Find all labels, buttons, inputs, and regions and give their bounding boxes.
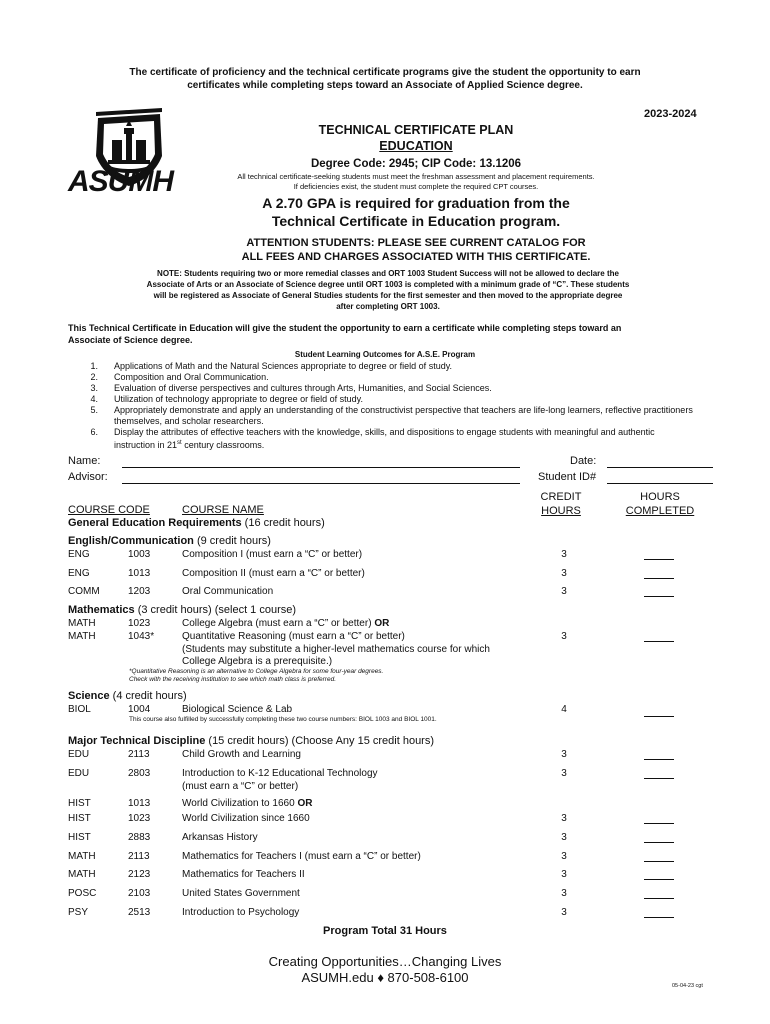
gpa-requirement-1: A 2.70 GPA is required for graduation from the xyxy=(262,195,570,211)
intro-line-2: certificates while completing steps toward an Associate of Applied Science degree. xyxy=(187,80,583,91)
table-row: PSY 2513 Introduction to Psychology 3 xyxy=(68,906,708,920)
revision-code: 05-04-23 cgt xyxy=(672,983,703,989)
plan-program: EDUCATION xyxy=(379,139,453,153)
outcome-item: 5. Appropriately demonstrate and apply an understanding of the constructivist perspective that teachers are life-long learners, reflective practitioners themselves, and scholar researchers. xyxy=(90,405,693,426)
gen-ed-heading: General Education Requirements (16 credit hours) xyxy=(68,517,325,529)
hours-completed-blank[interactable] xyxy=(644,850,674,862)
outcome-item: 4. Utilization of technology appropriate to degree or field of study. xyxy=(90,394,363,404)
asumh-logo xyxy=(68,104,190,200)
science-heading: Science (4 credit hours) xyxy=(68,690,187,702)
table-row: MATH 1023 College Algebra (must earn a “C” or better) OR xyxy=(68,618,390,629)
outcomes-list xyxy=(84,361,694,451)
major-heading: Major Technical Discipline (15 credit hours) (Choose Any 15 credit hours) xyxy=(68,735,435,747)
table-row: POSC 2103 United States Government 3 xyxy=(68,887,708,901)
outcomes-title: Student Learning Outcomes for A.S.E. Program xyxy=(294,350,476,359)
table-row: ENG 1003 Composition I (must earn a “C” or better) 3 xyxy=(68,548,708,562)
cert-desc-line-2: Associate of Science degree. xyxy=(68,335,193,345)
hours-completed-blank[interactable] xyxy=(644,705,674,717)
hours-completed-blank[interactable] xyxy=(644,548,674,560)
course-name-header: COURSE NAME xyxy=(182,504,264,516)
credit-hours-header: CREDIT HOURS xyxy=(540,491,582,517)
remedial-note xyxy=(68,268,708,312)
plan-header xyxy=(200,122,632,264)
table-row: MATH 2123 Mathematics for Teachers II 3 xyxy=(68,868,708,882)
assessment-requirement-2: If deficiencies exist, the student must complete the required CPT courses. xyxy=(293,182,539,191)
plan-title: TECHNICAL CERTIFICATE PLAN xyxy=(318,123,514,137)
hours-completed-blank[interactable] xyxy=(644,868,674,880)
date-label: Date: xyxy=(570,455,597,467)
table-row: EDU 2113 Child Growth and Learning 3 xyxy=(68,748,708,762)
footer-slogan: Creating Opportunities…Changing Lives xyxy=(268,954,502,969)
math-substitution-note: (Students may substitute a higher-level mathematics course for which xyxy=(182,644,490,655)
advisor-label: Advisor: xyxy=(68,471,108,483)
table-row: HIST 2883 Arkansas History 3 xyxy=(68,831,708,845)
program-total: Program Total 31 Hours xyxy=(323,925,447,937)
outcome-item: 6. Display the attributes of effective teachers with the knowledge, skills, and dispositions to engage students with meaningful and authentic instruction in 21st century classrooms. xyxy=(90,427,655,450)
student-id-field[interactable] xyxy=(607,483,713,484)
hours-completed-blank[interactable] xyxy=(644,567,674,579)
hours-completed-blank[interactable] xyxy=(644,887,674,899)
outcome-item: 2. Composition and Oral Communication. xyxy=(90,372,269,382)
name-label: Name: xyxy=(68,455,101,467)
math-substitution-note: College Algebra is a prerequisite.) xyxy=(182,656,333,667)
hours-completed-header: HOURS COMPLETED xyxy=(625,491,695,517)
table-row: HIST 1023 World Civilization since 1660 3 xyxy=(68,812,708,826)
outcome-item: 1. Applications of Math and the Natural Sciences appropriate to degree or field of study. xyxy=(90,361,453,371)
degree-codes: Degree Code: 2945; CIP Code: 13.1206 xyxy=(310,158,522,170)
date-field[interactable] xyxy=(607,467,713,468)
hours-completed-blank[interactable] xyxy=(644,812,674,824)
math-footnote-1: *Quantitative Reasoning is an alternative to College Algebra for some four-year degrees. xyxy=(129,668,384,675)
table-row: BIOL 1004 Biological Science & Lab 4 xyxy=(68,703,708,717)
hours-completed-blank[interactable] xyxy=(644,831,674,843)
table-row: HIST 1013 World Civilization to 1660 OR xyxy=(68,798,313,809)
hours-completed-blank[interactable] xyxy=(644,585,674,597)
course-code-header: COURSE CODE xyxy=(68,504,150,516)
name-field[interactable] xyxy=(122,467,520,468)
student-id-label: Student ID# xyxy=(538,471,597,483)
table-row: MATH 1043* Quantitative Reasoning (must earn a “C” or better) 3 xyxy=(68,630,708,644)
cert-desc-line-1: This Technical Certificate in Education will give the student the opportunity to earn a certificate while completing steps toward an xyxy=(68,323,622,333)
note-line-4: after completing ORT 1003. xyxy=(336,302,440,311)
table-row: COMM 1203 Oral Communication 3 xyxy=(68,585,708,599)
intro-text xyxy=(0,66,770,92)
math-footnote-2: Check with the receiving institution to see which math class is preferred. xyxy=(129,676,337,683)
science-footnote: This course also fulfilled by successfully completing these two course numbers: BIOL 1003 and BIOL 1001. xyxy=(129,716,437,723)
outcome-item: 3. Evaluation of diverse perspectives and cultures through Arts, Humanities, and Social Sciences. xyxy=(90,383,492,393)
note-line-2: Associate of Arts or an Associate of Science degree until ORT 1003 is completed with a minimum grade of “C”. These students xyxy=(146,280,630,289)
table-row: EDU 2803 Introduction to K-12 Educational Technology 3 xyxy=(68,767,708,781)
table-row: MATH 2113 Mathematics for Teachers I (must earn a “C” or better) 3 xyxy=(68,850,708,864)
assessment-requirement-1: All technical certificate-seeking students must meet the freshman assessment and placement requirements. xyxy=(237,172,595,181)
hours-completed-blank[interactable] xyxy=(644,630,674,642)
hours-completed-blank[interactable] xyxy=(644,906,674,918)
advisor-field[interactable] xyxy=(122,483,520,484)
course-name-continued: (must earn a “C” or better) xyxy=(182,781,299,792)
hours-completed-blank[interactable] xyxy=(644,748,674,760)
intro-line-1: The certificate of proficiency and the technical certificate programs give the student the opportunity to earn xyxy=(129,67,641,78)
table-row: ENG 1013 Composition II (must earn a “C” or better) 3 xyxy=(68,567,708,581)
logo-wordmark: ASUMH xyxy=(68,165,173,198)
footer-contact: ASUMH.edu ♦ 870-508-6100 xyxy=(301,970,469,985)
attention-line-2: ALL FEES AND CHARGES ASSOCIATED WITH THIS CERTIFICATE. xyxy=(241,251,591,263)
certificate-description xyxy=(68,322,718,346)
gpa-requirement-2: Technical Certificate in Education program. xyxy=(271,213,561,229)
english-heading: English/Communication (9 credit hours) xyxy=(68,535,271,547)
note-line-1: NOTE: Students requiring two or more remedial classes and ORT 1003 Student Success will not be allowed to declare the xyxy=(157,269,619,278)
note-line-3: will be registered as Associate of General Studies students for the first semester and then moved to the appropriate degree xyxy=(153,291,623,300)
attention-line-1: ATTENTION STUDENTS: PLEASE SEE CURRENT CATALOG FOR xyxy=(246,237,586,249)
math-heading: Mathematics (3 credit hours) (select 1 course) xyxy=(68,604,297,616)
hours-completed-blank[interactable] xyxy=(644,767,674,779)
footer xyxy=(0,954,770,986)
academic-year: 2023-2024 xyxy=(644,108,697,120)
